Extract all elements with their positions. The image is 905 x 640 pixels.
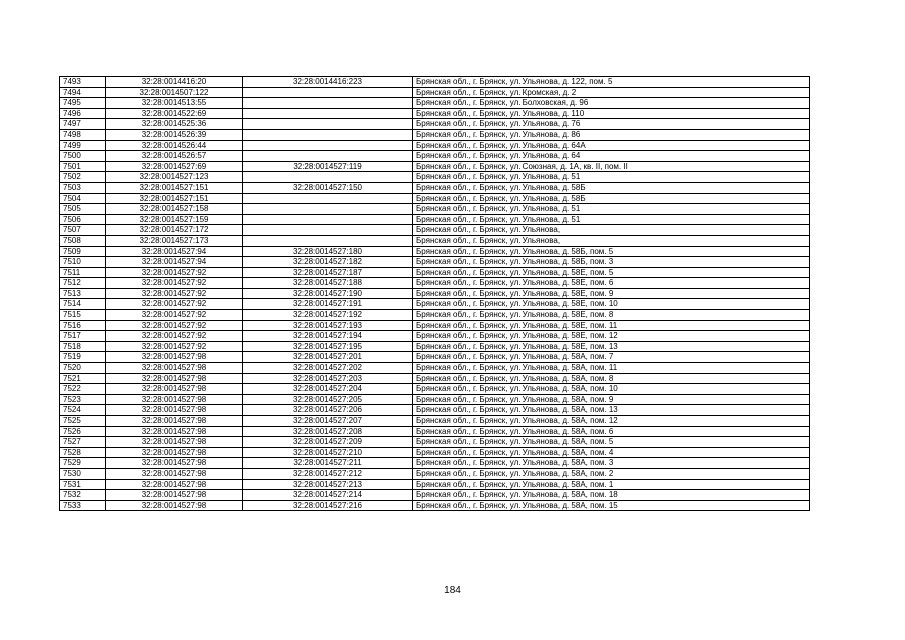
land-cadastral-number-cell: 32:28:0014527:98	[106, 500, 243, 511]
building-cadastral-number-cell: 32:28:0014527:206	[243, 405, 413, 416]
building-cadastral-number-cell: 32:28:0014527:190	[243, 288, 413, 299]
table-row	[60, 341, 810, 352]
land-cadastral-number-cell: 32:28:0014526:44	[106, 140, 243, 151]
address-cell: Брянская обл., г. Брянск, ул. Ульянова, д. 51	[413, 214, 810, 225]
table-row	[60, 468, 810, 479]
land-cadastral-number-cell: 32:28:0014527:98	[106, 384, 243, 395]
building-cadastral-number-cell: 32:28:0014527:216	[243, 500, 413, 511]
address-cell: Брянская обл., г. Брянск, ул. Ульянова, д. 76	[413, 119, 810, 130]
row-number-cell: 7499	[60, 140, 106, 151]
building-cadastral-number-cell	[243, 214, 413, 225]
address-cell: Брянская обл., г. Брянск, ул. Болховская, д. 96	[413, 98, 810, 109]
building-cadastral-number-cell: 32:28:0014527:150	[243, 182, 413, 193]
row-number-cell: 7511	[60, 267, 106, 278]
table-row	[60, 458, 810, 469]
land-cadastral-number-cell: 32:28:0014527:92	[106, 320, 243, 331]
address-cell: Брянская обл., г. Брянск, ул. Ульянова, д. 58Е, пом. 8	[413, 310, 810, 321]
address-cell: Брянская обл., г. Брянск, ул. Ульянова, д. 58А, пом. 5	[413, 437, 810, 448]
table-row	[60, 363, 810, 374]
land-cadastral-number-cell: 32:28:0014527:92	[106, 310, 243, 321]
row-number-cell: 7495	[60, 98, 106, 109]
row-number-cell: 7533	[60, 500, 106, 511]
land-cadastral-number-cell: 32:28:0014525:36	[106, 119, 243, 130]
address-cell: Брянская обл., г. Брянск, ул. Ульянова, д. 58Е, пом. 10	[413, 299, 810, 310]
building-cadastral-number-cell	[243, 193, 413, 204]
table-row	[60, 447, 810, 458]
address-cell: Брянская обл., г. Брянск, ул. Ульянова, д. 58А, пом. 13	[413, 405, 810, 416]
building-cadastral-number-cell	[243, 119, 413, 130]
address-cell: Брянская обл., г. Брянск, ул. Ульянова, д. 86	[413, 129, 810, 140]
row-number-cell: 7531	[60, 479, 106, 490]
address-cell: Брянская обл., г. Брянск, ул. Ульянова, д. 58Б, пом. 5	[413, 246, 810, 257]
building-cadastral-number-cell	[243, 87, 413, 98]
address-cell: Брянская обл., г. Брянск, ул. Ульянова, д. 58Е, пом. 11	[413, 320, 810, 331]
building-cadastral-number-cell: 32:28:0014527:193	[243, 320, 413, 331]
land-cadastral-number-cell: 32:28:0014527:98	[106, 394, 243, 405]
land-cadastral-number-cell: 32:28:0014527:151	[106, 193, 243, 204]
table-row	[60, 161, 810, 172]
building-cadastral-number-cell: 32:28:0014527:212	[243, 468, 413, 479]
land-cadastral-number-cell: 32:28:0014527:98	[106, 468, 243, 479]
row-number-cell: 7498	[60, 129, 106, 140]
land-cadastral-number-cell: 32:28:0014527:173	[106, 235, 243, 246]
land-cadastral-number-cell: 32:28:0014526:57	[106, 151, 243, 162]
row-number-cell: 7510	[60, 257, 106, 268]
building-cadastral-number-cell	[243, 108, 413, 119]
address-cell: Брянская обл., г. Брянск, ул. Союзная, д. 1А, кв. II, пом. II	[413, 161, 810, 172]
address-cell: Брянская обл., г. Брянск, ул. Ульянова, д. 58Б	[413, 193, 810, 204]
land-cadastral-number-cell: 32:28:0014527:92	[106, 288, 243, 299]
table-row	[60, 87, 810, 98]
land-cadastral-number-cell: 32:28:0014527:92	[106, 267, 243, 278]
address-cell: Брянская обл., г. Брянск, ул. Ульянова,	[413, 225, 810, 236]
row-number-cell: 7500	[60, 151, 106, 162]
building-cadastral-number-cell: 32:28:0014527:211	[243, 458, 413, 469]
row-number-cell: 7520	[60, 363, 106, 374]
address-cell: Брянская обл., г. Брянск, ул. Ульянова, д. 51	[413, 204, 810, 215]
table-row	[60, 214, 810, 225]
building-cadastral-number-cell	[243, 225, 413, 236]
table-row	[60, 257, 810, 268]
row-number-cell: 7515	[60, 310, 106, 321]
address-cell: Брянская обл., г. Брянск, ул. Ульянова, д. 110	[413, 108, 810, 119]
building-cadastral-number-cell	[243, 172, 413, 183]
row-number-cell: 7523	[60, 394, 106, 405]
land-cadastral-number-cell: 32:28:0014522:69	[106, 108, 243, 119]
table-row	[60, 246, 810, 257]
land-cadastral-number-cell: 32:28:0014527:98	[106, 458, 243, 469]
address-cell: Брянская обл., г. Брянск, ул. Ульянова, д. 58Е, пом. 9	[413, 288, 810, 299]
row-number-cell: 7529	[60, 458, 106, 469]
table-row	[60, 288, 810, 299]
building-cadastral-number-cell: 32:28:0014527:213	[243, 479, 413, 490]
table-row	[60, 278, 810, 289]
building-cadastral-number-cell: 32:28:0014527:203	[243, 373, 413, 384]
table-row	[60, 384, 810, 395]
row-number-cell: 7521	[60, 373, 106, 384]
registry-table	[59, 76, 810, 511]
row-number-cell: 7525	[60, 416, 106, 427]
row-number-cell: 7497	[60, 119, 106, 130]
table-row	[60, 182, 810, 193]
address-cell: Брянская обл., г. Брянск, ул. Ульянова, д. 58А, пом. 3	[413, 458, 810, 469]
building-cadastral-number-cell: 32:28:0014527:205	[243, 394, 413, 405]
building-cadastral-number-cell: 32:28:0014527:195	[243, 341, 413, 352]
building-cadastral-number-cell: 32:28:0014527:192	[243, 310, 413, 321]
land-cadastral-number-cell: 32:28:0014527:172	[106, 225, 243, 236]
address-cell: Брянская обл., г. Брянск, ул. Ульянова, д. 58А, пом. 9	[413, 394, 810, 405]
table-row	[60, 299, 810, 310]
land-cadastral-number-cell: 32:28:0014527:123	[106, 172, 243, 183]
building-cadastral-number-cell: 32:28:0014527:208	[243, 426, 413, 437]
address-cell: Брянская обл., г. Брянск, ул. Ульянова, д. 58А, пом. 11	[413, 363, 810, 374]
land-cadastral-number-cell: 32:28:0014527:94	[106, 246, 243, 257]
row-number-cell: 7514	[60, 299, 106, 310]
table-row	[60, 204, 810, 215]
land-cadastral-number-cell: 32:28:0014527:92	[106, 278, 243, 289]
land-cadastral-number-cell: 32:28:0014527:94	[106, 257, 243, 268]
land-cadastral-number-cell: 32:28:0014507:122	[106, 87, 243, 98]
table-row	[60, 490, 810, 501]
table-row	[60, 373, 810, 384]
building-cadastral-number-cell	[243, 129, 413, 140]
row-number-cell: 7518	[60, 341, 106, 352]
table-row	[60, 172, 810, 183]
row-number-cell: 7509	[60, 246, 106, 257]
address-cell: Брянская обл., г. Брянск, ул. Ульянова, д. 58Е, пом. 12	[413, 331, 810, 342]
land-cadastral-number-cell: 32:28:0014527:98	[106, 447, 243, 458]
row-number-cell: 7512	[60, 278, 106, 289]
table-row	[60, 151, 810, 162]
land-cadastral-number-cell: 32:28:0014527:98	[106, 426, 243, 437]
building-cadastral-number-cell: 32:28:0014527:180	[243, 246, 413, 257]
table-row	[60, 394, 810, 405]
table-row	[60, 310, 810, 321]
table-row	[60, 437, 810, 448]
table-row	[60, 331, 810, 342]
address-cell: Брянская обл., г. Брянск, ул. Ульянова, д. 58Е, пом. 13	[413, 341, 810, 352]
land-cadastral-number-cell: 32:28:0014527:98	[106, 363, 243, 374]
row-number-cell: 7505	[60, 204, 106, 215]
building-cadastral-number-cell	[243, 151, 413, 162]
building-cadastral-number-cell: 32:28:0014527:209	[243, 437, 413, 448]
row-number-cell: 7513	[60, 288, 106, 299]
row-number-cell: 7502	[60, 172, 106, 183]
row-number-cell: 7532	[60, 490, 106, 501]
address-cell: Брянская обл., г. Брянск, ул. Ульянова, д. 58А, пом. 2	[413, 468, 810, 479]
building-cadastral-number-cell: 32:28:0014527:188	[243, 278, 413, 289]
land-cadastral-number-cell: 32:28:0014526:39	[106, 129, 243, 140]
table-row	[60, 320, 810, 331]
table-row	[60, 140, 810, 151]
row-number-cell: 7504	[60, 193, 106, 204]
land-cadastral-number-cell: 32:28:0014527:98	[106, 490, 243, 501]
table-row	[60, 479, 810, 490]
table-row	[60, 426, 810, 437]
table-row	[60, 405, 810, 416]
land-cadastral-number-cell: 32:28:0014527:69	[106, 161, 243, 172]
building-cadastral-number-cell: 32:28:0014527:187	[243, 267, 413, 278]
address-cell: Брянская обл., г. Брянск, ул. Ульянова, д. 58Е, пом. 5	[413, 267, 810, 278]
row-number-cell: 7530	[60, 468, 106, 479]
table-row	[60, 352, 810, 363]
land-cadastral-number-cell: 32:28:0014416:20	[106, 77, 243, 88]
building-cadastral-number-cell: 32:28:0014527:214	[243, 490, 413, 501]
row-number-cell: 7522	[60, 384, 106, 395]
table-row	[60, 235, 810, 246]
table-row	[60, 98, 810, 109]
building-cadastral-number-cell: 32:28:0014527:119	[243, 161, 413, 172]
land-cadastral-number-cell: 32:28:0014527:92	[106, 299, 243, 310]
row-number-cell: 7496	[60, 108, 106, 119]
building-cadastral-number-cell: 32:28:0014416:223	[243, 77, 413, 88]
land-cadastral-number-cell: 32:28:0014527:159	[106, 214, 243, 225]
address-cell: Брянская обл., г. Брянск, ул. Ульянова, д. 58А, пом. 10	[413, 384, 810, 395]
row-number-cell: 7517	[60, 331, 106, 342]
address-cell: Брянская обл., г. Брянск, ул. Ульянова, д. 58А, пом. 4	[413, 447, 810, 458]
address-cell: Брянская обл., г. Брянск, ул. Ульянова, д. 58Е, пом. 6	[413, 278, 810, 289]
land-cadastral-number-cell: 32:28:0014527:92	[106, 331, 243, 342]
row-number-cell: 7503	[60, 182, 106, 193]
table-row	[60, 500, 810, 511]
address-cell: Брянская обл., г. Брянск, ул. Ульянова, д. 58А, пом. 12	[413, 416, 810, 427]
address-cell: Брянская обл., г. Брянск, ул. Ульянова, д. 58А, пом. 8	[413, 373, 810, 384]
building-cadastral-number-cell	[243, 140, 413, 151]
table-row	[60, 129, 810, 140]
building-cadastral-number-cell: 32:28:0014527:204	[243, 384, 413, 395]
building-cadastral-number-cell: 32:28:0014527:201	[243, 352, 413, 363]
table-row	[60, 77, 810, 88]
address-cell: Брянская обл., г. Брянск, ул. Кромская, д. 2	[413, 87, 810, 98]
building-cadastral-number-cell: 32:28:0014527:191	[243, 299, 413, 310]
row-number-cell: 7519	[60, 352, 106, 363]
row-number-cell: 7527	[60, 437, 106, 448]
address-cell: Брянская обл., г. Брянск, ул. Ульянова, д. 58Б, пом. 3	[413, 257, 810, 268]
row-number-cell: 7526	[60, 426, 106, 437]
building-cadastral-number-cell: 32:28:0014527:207	[243, 416, 413, 427]
land-cadastral-number-cell: 32:28:0014527:98	[106, 405, 243, 416]
row-number-cell: 7524	[60, 405, 106, 416]
building-cadastral-number-cell	[243, 98, 413, 109]
table-row	[60, 193, 810, 204]
building-cadastral-number-cell: 32:28:0014527:194	[243, 331, 413, 342]
building-cadastral-number-cell: 32:28:0014527:210	[243, 447, 413, 458]
row-number-cell: 7516	[60, 320, 106, 331]
land-cadastral-number-cell: 32:28:0014527:98	[106, 479, 243, 490]
land-cadastral-number-cell: 32:28:0014527:98	[106, 373, 243, 384]
land-cadastral-number-cell: 32:28:0014527:158	[106, 204, 243, 215]
row-number-cell: 7507	[60, 225, 106, 236]
address-cell: Брянская обл., г. Брянск, ул. Ульянова, д. 51	[413, 172, 810, 183]
table-row	[60, 119, 810, 130]
page-number: 184	[444, 585, 461, 596]
row-number-cell: 7501	[60, 161, 106, 172]
land-cadastral-number-cell: 32:28:0014527:98	[106, 416, 243, 427]
land-cadastral-number-cell: 32:28:0014527:98	[106, 437, 243, 448]
land-cadastral-number-cell: 32:28:0014513:55	[106, 98, 243, 109]
address-cell: Брянская обл., г. Брянск, ул. Ульянова, д. 64	[413, 151, 810, 162]
table-row	[60, 267, 810, 278]
address-cell: Брянская обл., г. Брянск, ул. Ульянова, д. 64А	[413, 140, 810, 151]
building-cadastral-number-cell	[243, 204, 413, 215]
row-number-cell: 7493	[60, 77, 106, 88]
table-row	[60, 108, 810, 119]
registry-table-body	[60, 77, 810, 511]
address-cell: Брянская обл., г. Брянск, ул. Ульянова, д. 58А, пом. 15	[413, 500, 810, 511]
address-cell: Брянская обл., г. Брянск, ул. Ульянова, д. 58А, пом. 1	[413, 479, 810, 490]
land-cadastral-number-cell: 32:28:0014527:92	[106, 341, 243, 352]
building-cadastral-number-cell: 32:28:0014527:182	[243, 257, 413, 268]
address-cell: Брянская обл., г. Брянск, ул. Ульянова, д. 58А, пом. 18	[413, 490, 810, 501]
row-number-cell: 7528	[60, 447, 106, 458]
address-cell: Брянская обл., г. Брянск, ул. Ульянова, д. 122, пом. 5	[413, 77, 810, 88]
building-cadastral-number-cell: 32:28:0014527:202	[243, 363, 413, 374]
table-row	[60, 225, 810, 236]
building-cadastral-number-cell	[243, 235, 413, 246]
address-cell: Брянская обл., г. Брянск, ул. Ульянова, д. 58А, пом. 7	[413, 352, 810, 363]
table-row	[60, 416, 810, 427]
row-number-cell: 7508	[60, 235, 106, 246]
address-cell: Брянская обл., г. Брянск, ул. Ульянова, д. 58А, пом. 6	[413, 426, 810, 437]
address-cell: Брянская обл., г. Брянск, ул. Ульянова,	[413, 235, 810, 246]
land-cadastral-number-cell: 32:28:0014527:151	[106, 182, 243, 193]
address-cell: Брянская обл., г. Брянск, ул. Ульянова, д. 58Б	[413, 182, 810, 193]
row-number-cell: 7494	[60, 87, 106, 98]
row-number-cell: 7506	[60, 214, 106, 225]
land-cadastral-number-cell: 32:28:0014527:98	[106, 352, 243, 363]
